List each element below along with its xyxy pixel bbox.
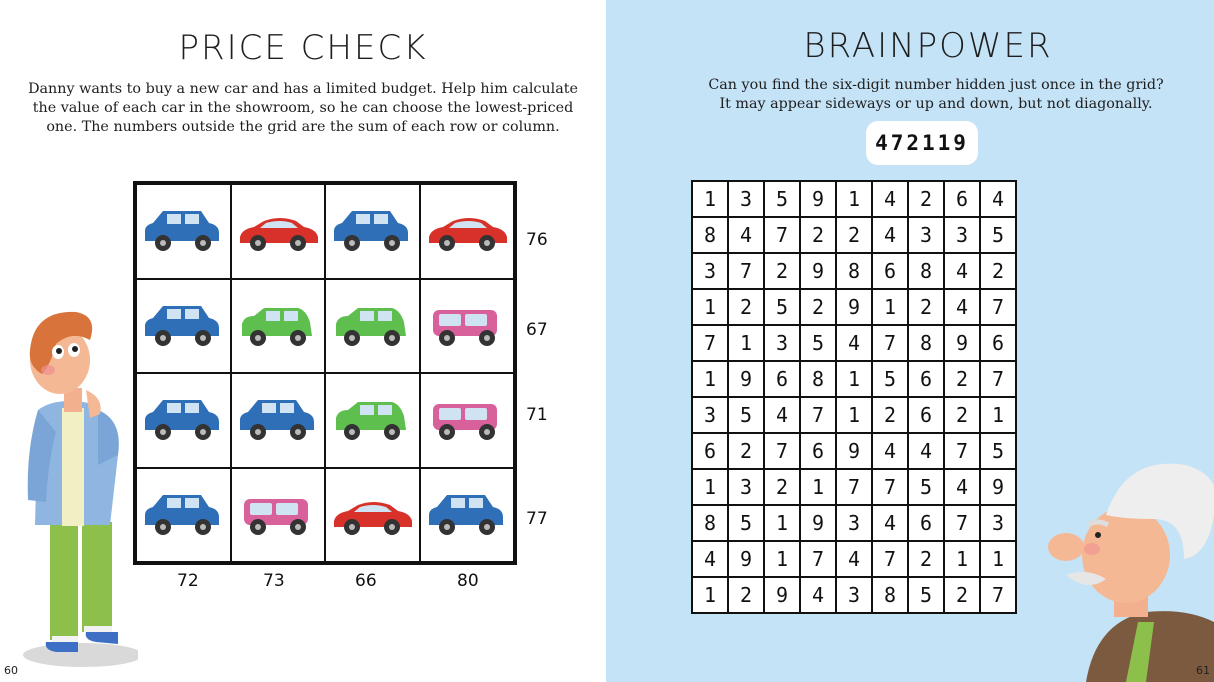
grid-digit: 8 xyxy=(872,577,908,613)
grid-digit: 2 xyxy=(728,433,764,469)
grid-digit: 4 xyxy=(836,325,872,361)
danny-illustration xyxy=(8,300,138,675)
grid-digit: 7 xyxy=(980,289,1016,325)
number-grid xyxy=(691,180,1017,614)
price-check-grid xyxy=(133,181,517,565)
grid-digit: 2 xyxy=(908,541,944,577)
grid-digit: 3 xyxy=(728,469,764,505)
grid-digit: 3 xyxy=(944,217,980,253)
grid-digit: 4 xyxy=(944,469,980,505)
grid-cell xyxy=(420,468,515,563)
grid-digit: 6 xyxy=(764,361,800,397)
grid-digit: 9 xyxy=(800,253,836,289)
grid-digit: 7 xyxy=(728,253,764,289)
blue-sedan-car-icon xyxy=(236,392,320,448)
grid-digit: 1 xyxy=(728,325,764,361)
grid-cell xyxy=(231,279,326,374)
grid-digit: 7 xyxy=(800,541,836,577)
grid-digit: 9 xyxy=(800,505,836,541)
row-sum: 76 xyxy=(526,230,548,250)
old-man-illustration xyxy=(1046,455,1214,682)
grid-digit: 1 xyxy=(944,541,980,577)
column-sum: 66 xyxy=(355,571,377,591)
grid-digit: 1 xyxy=(692,289,728,325)
grid-digit: 8 xyxy=(800,361,836,397)
green-hatchback-car-icon xyxy=(236,298,320,354)
grid-digit: 2 xyxy=(908,181,944,217)
grid-digit: 4 xyxy=(908,433,944,469)
blue-sedan-car-icon xyxy=(141,298,225,354)
left-page xyxy=(0,0,606,682)
grid-digit: 3 xyxy=(836,577,872,613)
grid-digit: 2 xyxy=(944,361,980,397)
grid-digit: 3 xyxy=(836,505,872,541)
grid-digit: 7 xyxy=(692,325,728,361)
grid-row xyxy=(692,433,1016,469)
grid-digit: 9 xyxy=(944,325,980,361)
blue-sedan-car-icon xyxy=(330,203,414,259)
grid-row xyxy=(692,361,1016,397)
grid-digit: 9 xyxy=(980,469,1016,505)
grid-digit: 8 xyxy=(836,253,872,289)
grid-cell xyxy=(231,468,326,563)
grid-digit: 5 xyxy=(764,181,800,217)
grid-digit: 5 xyxy=(980,217,1016,253)
grid-digit: 2 xyxy=(800,289,836,325)
grid-digit: 2 xyxy=(908,289,944,325)
grid-digit: 5 xyxy=(728,505,764,541)
grid-row xyxy=(692,577,1016,613)
grid-digit: 9 xyxy=(728,361,764,397)
grid-digit: 4 xyxy=(836,541,872,577)
blue-sedan-car-icon xyxy=(141,392,225,448)
grid-digit: 3 xyxy=(692,253,728,289)
grid-digit: 3 xyxy=(908,217,944,253)
grid-digit: 2 xyxy=(764,253,800,289)
brainpower-intro xyxy=(646,76,1214,114)
blue-sedan-car-icon xyxy=(141,203,225,259)
grid-cell xyxy=(231,373,326,468)
grid-digit: 7 xyxy=(872,469,908,505)
row-sum: 71 xyxy=(526,405,548,425)
page-number: 61 xyxy=(1196,664,1210,677)
grid-digit: 7 xyxy=(836,469,872,505)
grid-digit: 5 xyxy=(764,289,800,325)
green-hatchback-car-icon xyxy=(330,392,414,448)
grid-digit: 5 xyxy=(908,469,944,505)
grid-digit: 1 xyxy=(692,469,728,505)
grid-digit: 8 xyxy=(908,325,944,361)
pink-suv-car-icon xyxy=(236,487,320,543)
grid-digit: 3 xyxy=(692,397,728,433)
grid-digit: 1 xyxy=(764,505,800,541)
grid-digit: 8 xyxy=(692,217,728,253)
right-page xyxy=(606,0,1214,682)
grid-digit: 8 xyxy=(908,253,944,289)
grid-digit: 2 xyxy=(764,469,800,505)
grid-digit: 7 xyxy=(944,433,980,469)
grid-digit: 6 xyxy=(872,253,908,289)
grid-digit: 5 xyxy=(872,361,908,397)
grid-digit: 9 xyxy=(836,433,872,469)
grid-digit: 6 xyxy=(908,361,944,397)
grid-cell xyxy=(420,373,515,468)
pink-suv-car-icon xyxy=(425,298,509,354)
grid-digit: 7 xyxy=(980,577,1016,613)
grid-digit: 4 xyxy=(872,433,908,469)
grid-digit: 1 xyxy=(800,469,836,505)
grid-row xyxy=(692,253,1016,289)
grid-row xyxy=(692,289,1016,325)
grid-cell xyxy=(136,279,231,374)
grid-digit: 1 xyxy=(872,289,908,325)
grid-digit: 5 xyxy=(980,433,1016,469)
grid-digit: 4 xyxy=(728,217,764,253)
grid-digit: 7 xyxy=(764,217,800,253)
grid-cell xyxy=(325,373,420,468)
grid-digit: 4 xyxy=(872,505,908,541)
grid-digit: 7 xyxy=(872,541,908,577)
grid-digit: 1 xyxy=(980,397,1016,433)
grid-row xyxy=(692,217,1016,253)
price-check-intro xyxy=(20,80,586,137)
red-coupe-car-icon xyxy=(330,487,414,543)
grid-digit: 2 xyxy=(944,577,980,613)
green-hatchback-car-icon xyxy=(330,298,414,354)
grid-digit: 6 xyxy=(692,433,728,469)
grid-digit: 6 xyxy=(944,181,980,217)
grid-cell xyxy=(231,184,326,279)
grid-digit: 9 xyxy=(836,289,872,325)
grid-cell xyxy=(325,184,420,279)
grid-digit: 2 xyxy=(800,217,836,253)
grid-digit: 1 xyxy=(692,361,728,397)
grid-digit: 5 xyxy=(800,325,836,361)
intro-line: one. The numbers outside the grid are the sum of each row or column. xyxy=(46,119,560,135)
grid-digit: 6 xyxy=(800,433,836,469)
grid-digit: 8 xyxy=(692,505,728,541)
grid-digit: 7 xyxy=(800,397,836,433)
grid-row xyxy=(692,397,1016,433)
grid-digit: 4 xyxy=(944,289,980,325)
grid-digit: 1 xyxy=(836,181,872,217)
grid-digit: 9 xyxy=(728,541,764,577)
column-sum: 72 xyxy=(177,571,199,591)
row-sum: 67 xyxy=(526,320,548,340)
grid-digit: 4 xyxy=(764,397,800,433)
grid-digit: 1 xyxy=(692,577,728,613)
target-number: 472119 xyxy=(866,121,978,165)
brainpower-title: BRAINPOWER xyxy=(803,26,1053,66)
row-sum: 77 xyxy=(526,509,548,529)
grid-digit: 5 xyxy=(908,577,944,613)
grid-digit: 4 xyxy=(800,577,836,613)
grid-digit: 6 xyxy=(980,325,1016,361)
grid-row xyxy=(692,181,1016,217)
grid-row xyxy=(692,505,1016,541)
column-sum: 80 xyxy=(457,571,479,591)
grid-digit: 2 xyxy=(728,577,764,613)
grid-digit: 7 xyxy=(944,505,980,541)
grid-digit: 3 xyxy=(764,325,800,361)
grid-digit: 2 xyxy=(836,217,872,253)
grid-digit: 9 xyxy=(764,577,800,613)
grid-digit: 6 xyxy=(908,397,944,433)
grid-digit: 4 xyxy=(872,181,908,217)
intro-line: Danny wants to buy a new car and has a limited budget. Help him calculate xyxy=(28,81,578,97)
page-number: 60 xyxy=(4,664,18,677)
grid-digit: 5 xyxy=(728,397,764,433)
grid-cell xyxy=(136,468,231,563)
pink-suv-car-icon xyxy=(425,392,509,448)
grid-digit: 4 xyxy=(872,217,908,253)
grid-digit: 1 xyxy=(764,541,800,577)
grid-cell xyxy=(325,468,420,563)
grid-digit: 7 xyxy=(764,433,800,469)
red-coupe-car-icon xyxy=(236,203,320,259)
grid-digit: 1 xyxy=(836,397,872,433)
grid-cell xyxy=(420,184,515,279)
grid-digit: 1 xyxy=(836,361,872,397)
grid-digit: 1 xyxy=(980,541,1016,577)
intro-line: Can you find the six-digit number hidden just once in the grid? xyxy=(708,77,1164,93)
grid-cell xyxy=(136,373,231,468)
grid-row xyxy=(692,469,1016,505)
blue-sedan-car-icon xyxy=(141,487,225,543)
column-sum: 73 xyxy=(263,571,285,591)
grid-digit: 1 xyxy=(692,181,728,217)
blue-sedan-car-icon xyxy=(425,487,509,543)
intro-line: It may appear sideways or up and down, but not diagonally. xyxy=(719,96,1153,112)
grid-cell xyxy=(420,279,515,374)
grid-cell xyxy=(325,279,420,374)
grid-digit: 4 xyxy=(944,253,980,289)
grid-digit: 3 xyxy=(980,505,1016,541)
grid-digit: 9 xyxy=(800,181,836,217)
grid-digit: 2 xyxy=(728,289,764,325)
grid-digit: 2 xyxy=(980,253,1016,289)
grid-digit: 4 xyxy=(692,541,728,577)
grid-cell xyxy=(136,184,231,279)
grid-digit: 2 xyxy=(944,397,980,433)
grid-row xyxy=(692,541,1016,577)
grid-digit: 4 xyxy=(980,181,1016,217)
red-coupe-car-icon xyxy=(425,203,509,259)
grid-digit: 7 xyxy=(872,325,908,361)
grid-row xyxy=(692,325,1016,361)
grid-digit: 6 xyxy=(908,505,944,541)
grid-digit: 2 xyxy=(872,397,908,433)
intro-line: the value of each car in the showroom, so he can choose the lowest-priced xyxy=(32,100,574,116)
grid-digit: 7 xyxy=(980,361,1016,397)
grid-digit: 3 xyxy=(728,181,764,217)
price-check-title: PRICE CHECK xyxy=(178,28,428,68)
